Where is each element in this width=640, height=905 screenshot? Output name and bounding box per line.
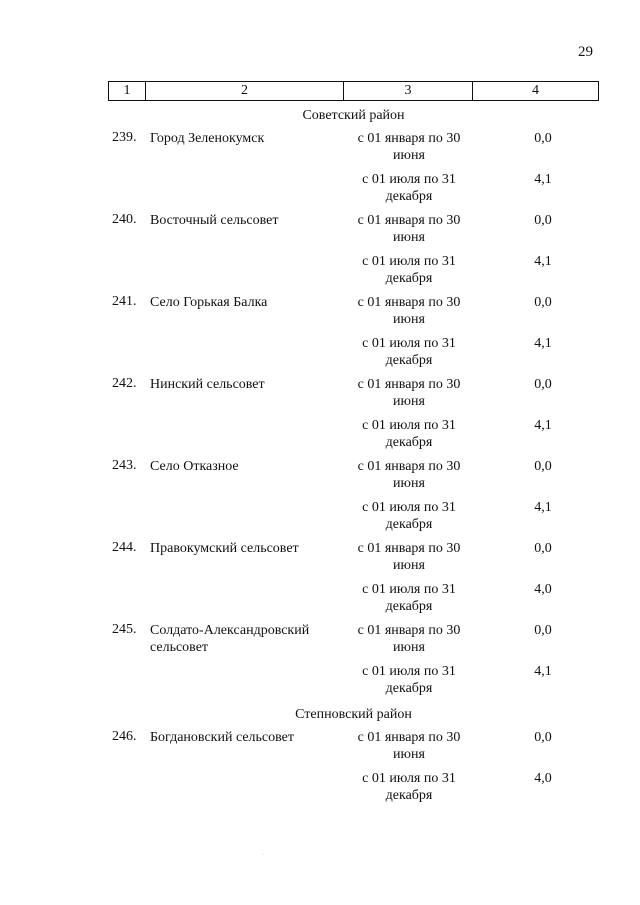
period-cell: с 01 июля по 31 декабря (362, 664, 456, 696)
municipality-name: Богдановский сельсовет (150, 730, 294, 745)
period-cell: с 01 июля по 31 декабря (362, 582, 456, 614)
entry-number: 242. (112, 376, 137, 391)
value-cell: 4,1 (534, 172, 552, 187)
entry-number: 244. (112, 540, 137, 555)
table-row (108, 540, 599, 581)
period-cell: с 01 января по 30 июня (357, 377, 461, 409)
period-cell: с 01 июля по 31 декабря (362, 418, 456, 450)
municipality-name: Город Зеленокумск (150, 131, 265, 146)
district-heading: Советский район (302, 108, 405, 123)
value-cell: 4,0 (534, 771, 552, 786)
table-row (108, 130, 599, 171)
entry-number: 239. (112, 130, 137, 145)
value-cell: 0,0 (534, 459, 552, 474)
period-cell: с 01 июля по 31 декабря (362, 172, 456, 204)
entry-number: 240. (112, 212, 137, 227)
period-cell: с 01 июля по 31 декабря (362, 500, 456, 532)
municipality-name: Нинский сельсовет (150, 377, 265, 392)
entry-number: 243. (112, 458, 137, 473)
value-cell: 4,1 (534, 500, 552, 515)
value-cell: 4,1 (534, 336, 552, 351)
municipality-name: Восточный сельсовет (150, 213, 279, 228)
table-row (108, 417, 599, 458)
municipality-name: Село Горькая Балка (150, 295, 268, 310)
period-cell: с 01 июля по 31 декабря (362, 771, 456, 803)
value-cell: 0,0 (534, 213, 552, 228)
value-cell: 0,0 (534, 541, 552, 556)
municipality-name: Правокумский сельсовет (150, 541, 299, 556)
value-cell: 4,1 (534, 664, 552, 679)
table-row (108, 770, 599, 811)
period-cell: с 01 января по 30 июня (357, 623, 461, 655)
value-cell: 4,0 (534, 582, 552, 597)
value-cell: 0,0 (534, 377, 552, 392)
table-row (108, 581, 599, 622)
entry-number: 245. (112, 622, 137, 637)
district-heading: Степновский район (295, 707, 412, 722)
period-cell: с 01 января по 30 июня (357, 213, 461, 245)
table-row (108, 253, 599, 294)
table-row (108, 335, 599, 376)
document-body (108, 105, 599, 811)
period-cell: с 01 января по 30 июня (357, 541, 461, 573)
column-header-2: 2 (146, 82, 344, 101)
period-cell: с 01 января по 30 июня (357, 459, 461, 491)
column-header-1: 1 (109, 82, 146, 101)
table-row (108, 729, 599, 770)
table-row (108, 171, 599, 212)
table-row (108, 622, 599, 663)
column-header-row (109, 82, 599, 101)
period-cell: с 01 июля по 31 декабря (362, 254, 456, 286)
period-cell: с 01 июля по 31 декабря (362, 336, 456, 368)
column-header-table (108, 81, 599, 101)
table-row (108, 663, 599, 704)
value-cell: 4,1 (534, 254, 552, 269)
table-row (108, 212, 599, 253)
table-row (108, 376, 599, 417)
entry-number: 246. (112, 729, 137, 744)
table-row (108, 499, 599, 540)
period-cell: с 01 января по 30 июня (357, 131, 461, 163)
entry-number: 241. (112, 294, 137, 309)
table-row (108, 458, 599, 499)
footer-mark: · (262, 852, 264, 858)
value-cell: 0,0 (534, 623, 552, 638)
value-cell: 0,0 (534, 131, 552, 146)
page-number: 29 (578, 44, 593, 60)
value-cell: 0,0 (534, 295, 552, 310)
period-cell: с 01 января по 30 июня (357, 295, 461, 327)
municipality-name: Село Отказное (150, 459, 239, 474)
municipality-name: Солдато-Александровский сельсовет (150, 623, 310, 655)
table-row (108, 294, 599, 335)
value-cell: 4,1 (534, 418, 552, 433)
column-header-3: 3 (344, 82, 473, 101)
value-cell: 0,0 (534, 730, 552, 745)
column-header-4: 4 (473, 82, 599, 101)
period-cell: с 01 января по 30 июня (357, 730, 461, 762)
